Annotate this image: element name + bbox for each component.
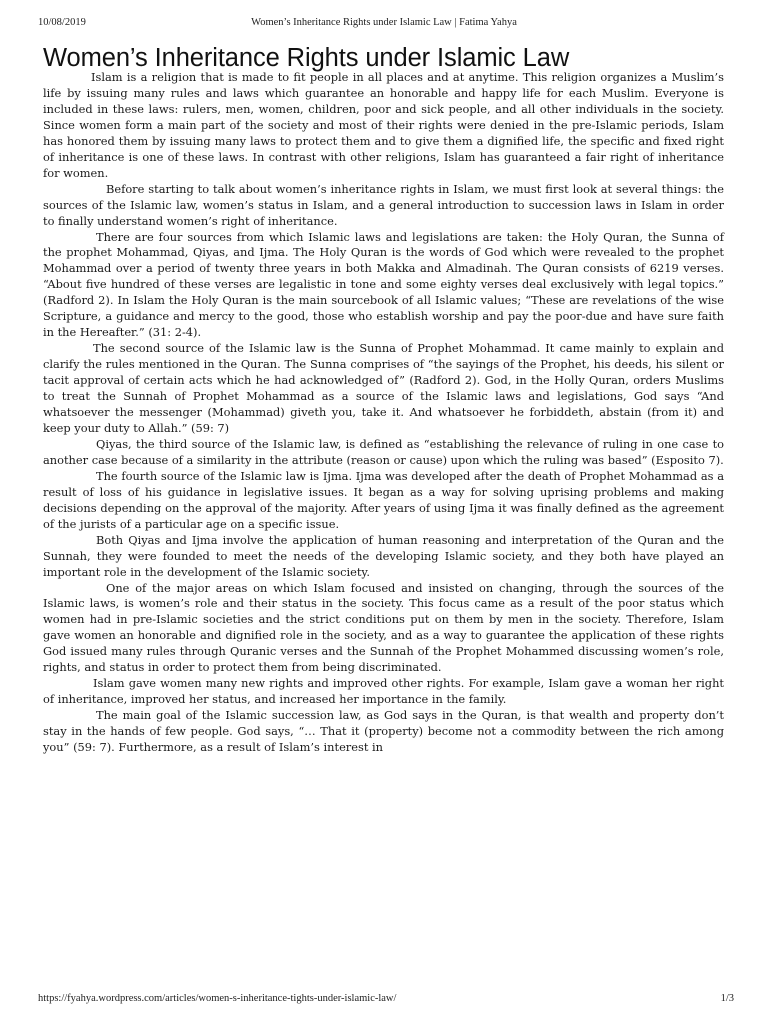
paragraph: Both Qiyas and Ijma involve the application of human reasoning and interpretation of the Quran and the Sunnah, they were founded to meet the needs of the developing Islamic society, and they both have played an important role in the development of the Islamic society. [43, 532, 724, 579]
paragraph: There are four sources from which Islamic laws and legislations are taken: the Holy Quran, the Sunna of the prophet Mohammad, Qiyas, and Ijma. The Holy Quran is the words of God which were revealed to the prophet Mohammad over a period of twenty three years in both Makka and Almadinah. The Quran consists of 6219 verses. “About five hundred of these verses are legalistic in tone and some eighty verses deal exclusively with legal topics.” (Radford 2). In Islam the Holy Quran is the main sourcebook of all Islamic values; “These are revelations of the wise Scripture, a guidance and mercy to the good, those who establish worship and pay the poor-due and have sure faith in the Hereafter.” (31: 2-4). [43, 229, 724, 340]
paragraph: Islam is a religion that is made to fit people in all places and at anytime. This religion organizes a Muslim’s life by issuing many rules and laws which guarantee an honorable and happy life for each Muslim. Everyone is included in these laws: rulers, men, women, children, poor and sick people, and all other individuals in the society. Since women form a main part of the society and most of their rights were denied in the pre-Islamic periods, Islam has honored them by issuing many laws to protect them and to give them a dignified life, the specific and fixed right of inheritance is one of these laws. In contrast with other religions, Islam has guaranteed a fair right of inheritance for women. [43, 70, 724, 180]
print-header [0, 0, 768, 34]
print-header-title: Women’s Inheritance Rights under Islamic Law | Fatima Yahya [251, 17, 517, 28]
paragraph: The main goal of the Islamic succession law, as God says in the Quran, is that wealth and property don’t stay in the hands of few people. God says, “… That it (property) become not a commodity between the rich among you” (59: 7). Furthermore, as a result of Islam’s interest in [43, 708, 724, 755]
page-number: 1/3 [720, 993, 734, 1004]
print-date: 10/08/2019 [38, 17, 86, 28]
paragraph: The fourth source of the Islamic law is Ijma. Ijma was developed after the death of Prophet Mohammad as a result of loss of his guidance in legislative issues. It began as a way for solving uprising problems and making decisions depending on the approval of the majority. After years of using Ijma it was finally defined as the agreement of the jurists of a particular age on a specific issue. [43, 468, 724, 531]
article-title: Women’s Inheritance Rights under Islamic Law [43, 44, 570, 72]
print-url: https://fyahya.wordpress.com/articles/women-s-inheritance-tights-under-islamic-law/ [38, 993, 397, 1004]
paragraph: Islam gave women many new rights and improved other rights. For example, Islam gave a woman her right of inheritance, improved her status, and increased her importance in the family. [43, 676, 724, 707]
paragraph: One of the major areas on which Islam focused and insisted on changing, through the sources of the Islamic laws, is women’s role and their status in the society. This focus came as a result of the poor status which women had in pre-Islamic societies and the strict conditions put on them by men in the society. Therefore, Islam gave women an honorable and dignified role in the society, and as a way to guarantee the application of these rights God issued many rules through Quranic verses and the Sunnah of the Prophet Mohammed discussing women’s role, rights, and status in order to protect them from being discriminated. [43, 580, 724, 675]
paragraph: Qiyas, the third source of the Islamic law, is defined as “establishing the relevance of ruling in one case to another case because of a similarity in the attribute (reason or cause) upon which the ruling was based” (Esposito 7). [43, 436, 724, 467]
paragraph: Before starting to talk about women’s inheritance rights in Islam, we must first look at several things: the sources of the Islamic law, women’s status in Islam, and a general introduction to succession laws in Islam in order to finally understand women’s right of inheritance. [43, 181, 724, 228]
article-body [43, 70, 724, 756]
paragraph: The second source of the Islamic law is the Sunna of Prophet Mohammad. It came mainly to explain and clarify the rules mentioned in the Quran. The Sunna comprises of “the sayings of the Prophet, his deeds, his silent or tacit approval of certain acts which he had acknowledged of” (Radford 2). God, in the Holly Quran, orders Muslims to treat the Sunnah of Prophet Mohammad as a source of the Islamic laws and legislations, God says “And whatsoever the messenger (Mohammad) giveth you, take it. And whatsoever he forbiddeth, abstain (from it) and keep your duty to Allah.” (59: 7) [43, 341, 724, 435]
print-footer [0, 993, 768, 1013]
